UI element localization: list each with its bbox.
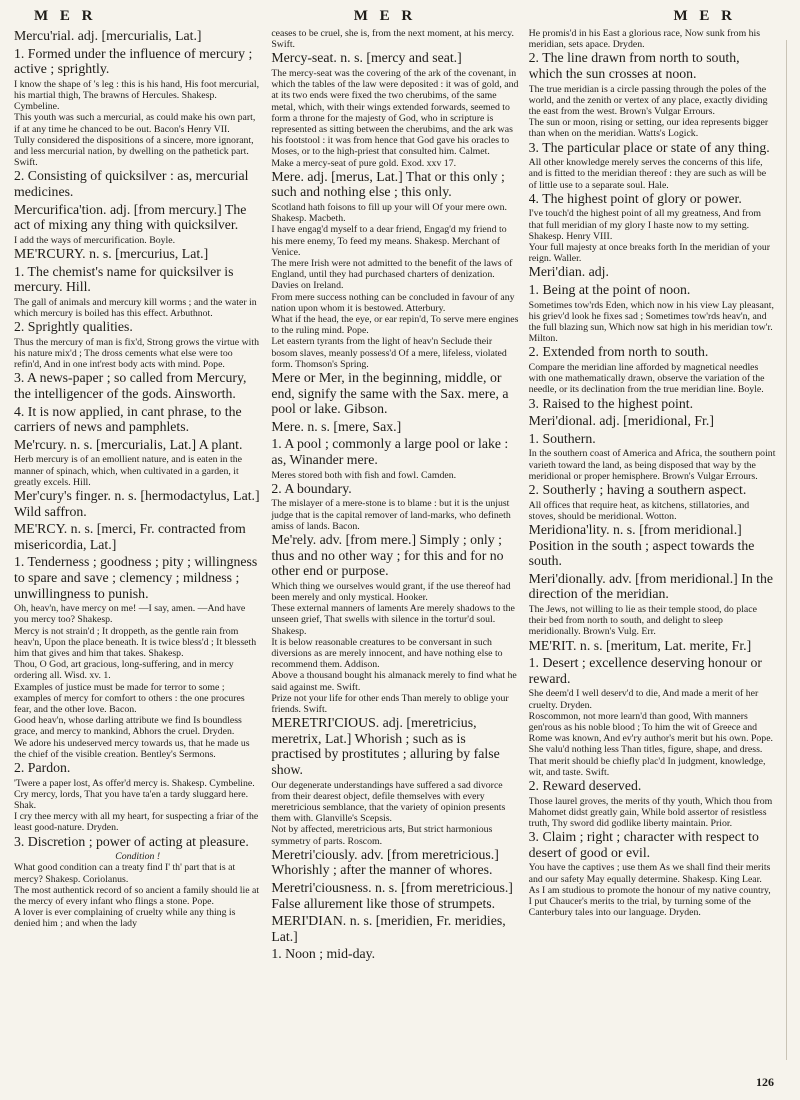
citation: Thus the mercury of man is fix'd, Strong grows the virtue with his nature mix'd ; The dross cements what else were too refin'd, And in one int'rest body acts with mind. Pope. [14,336,260,371]
headword-entry: 4. It is now applied, in cant phrase, to the carriers of news and pamphlets. [14,403,242,435]
citation: He promis'd in his East a glorious race, Now sunk from his meridian, sets apace. Dryden. [528,28,761,51]
citation: Condition ! [115,851,161,863]
citation: Your full majesty at once breaks forth In the meridian of your reign. Waller. [528,242,771,265]
headword-entry: 3. The particular place or state of any thing. [528,139,770,155]
headword-entry: Mere. n. s. [mere, Sax.] [271,418,402,434]
headword-entry: Meri'dian. adj. [528,264,609,280]
headword-entry: 3. Raised to the highest point. [528,395,694,411]
citation: Which thing we ourselves would grant, if the use thereof had been merely and only mystical. Hooker. [271,580,511,604]
citation: I've touch'd the highest point of all my greatness, And from that full meridian of my glory I haste now to my setting. Shakesp. Henry VIII. [528,208,762,242]
headword-entry: Mercu'rial. adj. [mercurialis, Lat.] [14,28,202,43]
citation: I have engag'd myself to a dear friend, Engag'd my friend to his mere enemy, To feed my means. Shakesp. Merchant of Venice. [271,224,507,258]
citation: Let eastern tyrants from the light of heav'n Seclude their bosom slaves, meanly possess'd Of a mere, lifeless, violated form. Thomson's Spring. [271,336,507,370]
headword-entry: 1. Formed under the influence of mercury ; active ; sprightly. [14,45,253,77]
citation: Good heav'n, whose darling attribute we find Is boundless grace, and mercy to mankind, Abhors the cruel. Dryden. [14,715,242,738]
headword-entry: 2. Reward deserved. [528,778,642,793]
citation: From mere success nothing can be concluded in favour of any nation upon whom it is bestowed. Atterbury. [271,291,515,314]
citation: The true meridian is a circle passing through the poles of the world, and the zenith or vertex of any place, exactly dividing the east from the west. Brown's Vulgar Errours. [528,83,768,117]
headword-entry: MERETRI'CIOUS. adj. [meretricius, meretrix, Lat.] Whorish ; such as is practised by prostitutes ; alluring by false show. [271,715,500,778]
headword-entry: 1. Being at the point of noon. [528,282,691,298]
headword-entry: Mere or Mer, in the beginning, middle, or end, signify the same with the Sax. mere, a pool or lake. Gibson. [271,370,509,417]
citation: A lover is ever complaining of cruelty while any thing is denied him ; and when the lady [14,907,236,930]
citation: The sun or moon, rising or setting, our idea represents bigger than when on the meridian. Watts's Logick. [528,117,769,140]
running-headers [14,8,776,28]
citation: The mere Irish were not admitted to the benefit of the laws of England, until they had purchased charters of denization. Davies on Ireland. [271,258,513,292]
citation: Make a mercy-seat of pure gold. Exod. xxv 17. [271,157,457,169]
headword-entry: 1. Desert ; excellence deserving honour or reward. [528,655,762,686]
citation: She deem'd I well deserv'd to die, And made a merit of her cruelty. Dryden. [528,688,759,711]
citation: ceases to be cruel, she is, from the next moment, at his mercy. Swift. [271,28,514,51]
citation: Scotland hath foisons to fill up your will Of your mere own. Shakesp. Macbeth. [271,202,507,225]
headword-entry: 1. A pool ; commonly a large pool or lake : as, Winander mere. [271,436,509,468]
citation: I add the ways of mercurification. Boyle. [14,234,176,246]
headword-entry: Meretri'ciousness. n. s. [from meretricious.] False allurement like those of strumpets. [271,880,513,911]
citation: Oh, heav'n, have mercy on me! —I say, amen. —And have you mercy too? Shakesp. [14,603,246,626]
citation: 'Twere a paper lost, As offer'd mercy is. Shakesp. Cymbeline. [14,777,255,789]
headword-entry: 2. A boundary. [271,480,352,496]
headword-entry: 2. Southerly ; having a southern aspect. [528,482,747,498]
citation: Herb mercury is of an emollient nature, and is eaten in the manner of spinach, which, when cultivated in a garden, it greatly excels. Hill. [14,454,242,488]
headword-entry: Meri'dionally. adv. [from meridional.] In the direction of the meridian. [528,570,774,602]
column-3 [529,28,776,1078]
citation: In the southern coast of America and Africa, the southern point varieth toward the land, as being disposed that way by the meridional or proper hemisphere. Brown's Vulgar Errours. [528,448,776,482]
citation: All offices that require heat, as kitchens, stillatories, and stoves, should be meridional. Wotton. [528,499,750,522]
citation: I cry thee mercy with all my heart, for suspecting a friar of the least good-nature. Dryden. [14,811,259,834]
headword-entry: Me'rcury. n. s. [mercurialis, Lat.] A plant. [14,436,243,452]
citation: The gall of animals and mercury kill worms ; and the water in which mercury is boiled has this effect. Arbuthnot. [14,296,257,319]
headword-entry: 1. Noon ; mid-day. [271,946,376,962]
headword-entry: 3. Claim ; right ; character with respect to desert of good or evil. [528,829,759,860]
citation: Tully considered the dispositions of a sincere, more ignorant, and less mercurial nation, by dwelling on the pathetick part. Swift. [14,134,254,169]
headword-entry: 2. The line drawn from north to south, which the sun crosses at noon. [528,50,740,81]
citation: Meres stored both with fish and fowl. Camden. [271,469,457,481]
column-1 [14,28,261,1078]
citation: Those laurel groves, the merits of thy youth, Which thou from Mahomet didst greatly gain, While bold assertor of resistless truth, Thy sword did godlike liberty maintain. Prior. [528,795,773,829]
citation: The mercy-seat was the covering of the ark of the covenant, in which the tables of the law were deposited : it was of gold, and at its two ends were fixed the two cherubims, of the same metal, which, with their wings extended forwards, seemed to form a throne for the majesty of God, who in scripture is represented as sitting between the cherubims, and the ark was his footstool : it was from hence that God gave his oracles to Moses, or to the high-priest that consulted him. Calmet. [271,68,519,158]
headword-entry: 1. Southern. [528,430,596,446]
headword-entry: 3. A news-paper ; so called from Mercury, the intelligencer of the gods. Ainsworth. [14,370,247,401]
headword-entry: Mere. adj. [merus, Lat.] That or this only ; such and nothing else ; this only. [271,168,505,200]
headword-entry: Meretri'ciously. adv. [from meretricious.] Whorishly ; after the manner of whores. [271,846,499,878]
citation: These external manners of laments Are merely shadows to the unseen grief, That swells with silence in the tortur'd soul. Shakesp. [271,603,515,637]
headword-entry: 1. Tenderness ; goodness ; pity ; willingness to spare and save ; clemency ; mildness ; unwillingness to punish. [14,554,258,601]
citation: As I am studious to promote the honour of my native country, I put Chaucer's merits to the trial, by turning some of the Canterbury tales into our language. Dryden. [528,884,771,919]
citation: Sometimes tow'rds Eden, which now in his view Lay pleasant, his griev'd look he fixes sad ; Sometimes tow'rds heav'n, and the full blazing sun, Which now sat high in his meridian tow'r. Milton. [528,299,774,345]
citation: What if the head, the eye, or ear repin'd, To serve mere engines to the ruling mind. Pope. [271,314,519,337]
headword-entry: Meri'dional. adj. [meridional, Fr.] [528,413,714,429]
headword-entry: MERI'DIAN. n. s. [meridien, Fr. meridies, Lat.] [271,913,506,944]
citation: Cry mercy, lords, That you have ta'en a tardy sluggard here. Shak. [14,788,249,811]
header-center: M E R [353,8,417,24]
citation: The mislayer of a mere-stone is to blame : but it is the unjust judge that is the capital remover of land-marks, who defineth amiss of lands. Bacon. [271,498,511,532]
citation: The Jews, not willing to lie as their temple stood, do place their bed from north to south, and delight to sleep meridionally. Brown's Vulg. Err. [528,603,757,638]
headword-entry: 2. Consisting of quicksilver : as, mercurial medicines. [14,168,249,199]
headword-entry: 3. Discretion ; power of acting at pleasure. [14,833,249,849]
headword-entry: 2. Pardon. [14,759,71,775]
citation: Thou, O God, art gracious, long-suffering, and in mercy ordering all. Wisd. xv. 1. [14,659,234,682]
headword-entry: Mercurifica'tion. adj. [from mercury.] The act of mixing any thing with quicksilver. [14,201,247,233]
header-left: M E R [34,8,97,24]
citation: Examples of justice must be made for terror to some ; examples of mercy for comfort to others : the one procures fear, and the other love. Bacon. [14,681,245,715]
headword-entry: ME'RCURY. n. s. [mercurius, Lat.] [14,245,209,261]
citation: Compare the meridian line afforded by magnetical needles with one mathematically drawn, observe the variation of the needle, or its declination from the true meridian line. Boyle. [528,362,765,396]
header-right: M E R [673,8,736,24]
citation: Roscommon, not more learn'd than good, With manners gen'rous as his noble blood ; To him the wit of Greece and Rome was known, And ev'ry author's merit but his own. Pope. [528,710,774,745]
citation: Above a thousand bought his almanack merely to find what he said against me. Swift. [271,670,517,693]
column-2 [271,28,518,1078]
citation: Mercy is not strain'd ; It droppeth, as the gentle rain from heav'n, Upon the place beneath. It is twice bless'd ; It blesseth him that gives and him that takes. Shakesp. [14,625,257,659]
citation: Prize not your life for other ends Than merely to oblige your friends. Swift. [271,692,509,716]
page-edge [786,40,794,1060]
citation: I know the shape of 's leg : this is his hand, His foot mercurial, his martial thigh, The brawns of Hercules. Shakesp. Cymbeline. [14,78,260,113]
headword-entry: ME'RCY. n. s. [merci, Fr. contracted from misericordia, Lat.] [14,521,246,552]
citation: You have the captives ; use them As we shall find their merits and our safety May equally determine. Shakesp. King Lear. [528,862,771,885]
columns [14,28,776,1078]
citation: It is below reasonable creatures to be conversant in such diversions as are merely innocent, and have nothing else to recommend them. Addison. [271,636,503,671]
headword-entry: Mer'cury's finger. n. s. [hermodactylus, Lat.] Wild saffron. [14,487,260,519]
headword-entry: Mercy-seat. n. s. [mercy and seat.] [271,50,462,66]
headword-entry: 1. The chemist's name for quicksilver is mercury. Hill. [14,263,234,295]
headword-entry: 2. Sprightly qualities. [14,319,133,335]
headword-entry: Meridiona'lity. n. s. [from meridional.] Position in the south ; aspect towards the south. [528,522,755,569]
headword-entry: Me'rely. adv. [from mere.] Simply ; only ; thus and no other way ; for this and for no other end or purpose. [271,532,504,579]
headword-entry: ME'RIT. n. s. [meritum, Lat. merite, Fr.] [528,637,752,653]
citation: The most authentick record of so ancient a family should lie at the mercy of every infant who flings a stone. Pope. [14,884,260,907]
page-number: 126 [756,1075,774,1089]
citation: Not by affected, meretricious arts, But strict harmonious symmetry of parts. Roscom. [271,824,493,847]
citation: This youth was such a mercurial, as could make his own part, if at any time he chanced to be out. Bacon's Henry VII. [14,112,256,135]
citation: We adore his undeserved mercy towards us, that he made us the chief of the visible creation. Bentley's Sermons. [14,737,250,760]
headword-entry: 4. The highest point of glory or power. [528,190,742,206]
citation: Our degenerate understandings have suffered a sad divorce from their dearest object, defile themselves with every meretricious semblance, that the variety of opinion presents them with. Glanville's Scepsis. [271,779,506,825]
headword-entry: 2. Extended from north to south. [528,344,709,360]
citation: She valu'd nothing less Than titles, figure, shape, and dress. That merit should be chiefly plac'd In judgment, knowledge, wit, and taste. Swift. [528,744,766,778]
citation: All other knowledge merely serves the concerns of this life, and is fitted to the meridian thereof : they are such as will be of little use to a separate soul. Hale. [528,157,767,191]
citation: What good condition can a treaty find I' th' part that is at mercy? Shakesp. Coriolanus. [14,862,236,885]
